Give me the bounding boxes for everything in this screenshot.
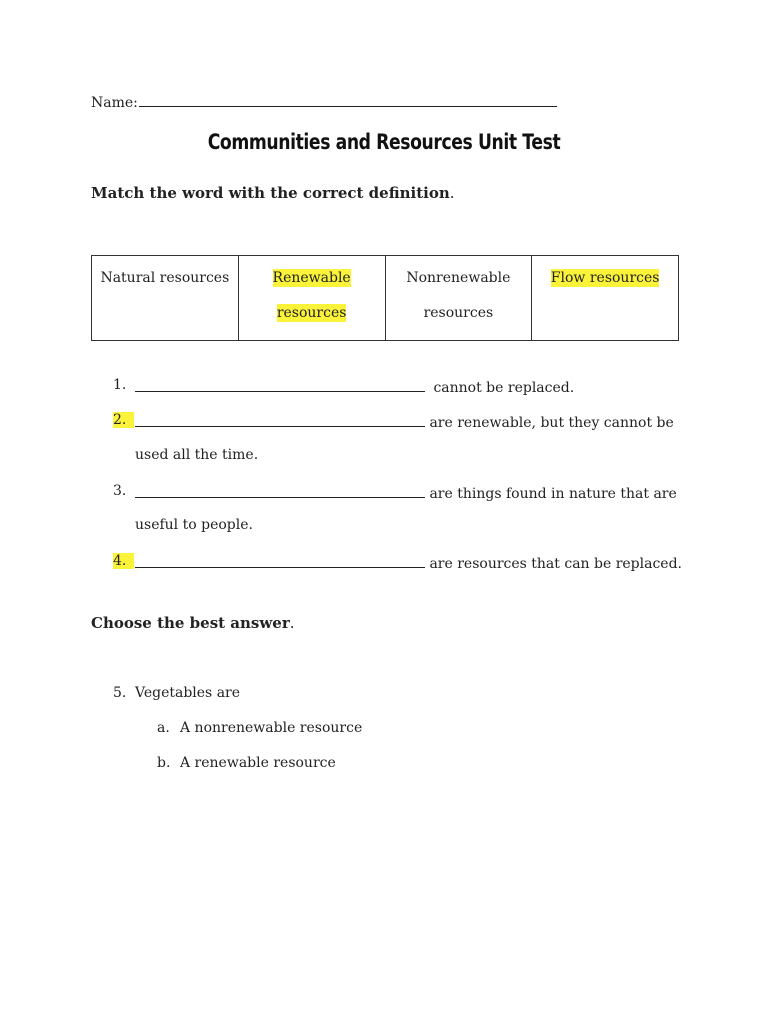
answer-blank[interactable] (135, 483, 425, 498)
option-a[interactable]: A nonrenewable resource (180, 720, 363, 736)
mc-instruction-text: Choose the best answer (91, 614, 290, 632)
question-text: are renewable, but they cannot be (429, 415, 674, 431)
matching-instruction (91, 184, 455, 202)
question-number: 2. (113, 412, 134, 428)
name-field-row (91, 92, 557, 111)
question-3-line (135, 483, 677, 502)
question-3 (113, 483, 126, 499)
answer-blank[interactable] (135, 412, 425, 427)
question-text: are things found in nature that are (429, 486, 677, 502)
question-2-line (135, 412, 674, 431)
word-bank-term: Natural resources (100, 270, 230, 286)
word-bank-cell-natural (92, 256, 239, 341)
word-bank-term: resources (423, 305, 494, 321)
question-continuation: used all the time. (135, 447, 259, 463)
word-bank-term: Flow resources (550, 270, 660, 286)
question-text: are resources that can be replaced. (429, 556, 683, 572)
question-1 (113, 377, 126, 393)
matching-instruction-text: Match the word with the correct definition (91, 184, 450, 202)
answer-blank[interactable] (135, 377, 425, 392)
option-letter-b: b. (157, 755, 171, 771)
question-number: 3. (113, 483, 127, 499)
mc-instruction-period: . (289, 614, 295, 632)
question-1-line (135, 377, 574, 396)
question-text: cannot be replaced. (433, 380, 575, 396)
word-bank-row (92, 256, 679, 341)
word-bank-term: Nonrenewable (406, 270, 511, 286)
question-5-number: 5. (113, 685, 127, 701)
question-4 (113, 553, 134, 569)
word-bank-cell-nonrenewable (385, 256, 532, 341)
word-bank-table (91, 255, 679, 341)
name-label: Name: (91, 95, 138, 111)
question-number: 4. (113, 553, 134, 569)
answer-blank[interactable] (135, 553, 425, 568)
question-2 (113, 412, 134, 428)
word-bank-cell-renewable (238, 256, 385, 341)
name-blank-line[interactable] (139, 92, 557, 107)
option-letter-a: a. (157, 720, 170, 736)
word-bank-term: Renewable (272, 270, 351, 286)
question-continuation: useful to people. (135, 517, 253, 533)
matching-instruction-period: . (449, 184, 455, 202)
option-b[interactable]: A renewable resource (180, 755, 336, 771)
multiple-choice-instruction (91, 614, 295, 632)
word-bank-cell-flow (532, 256, 679, 341)
page-title: Communities and Resources Unit Test (207, 130, 561, 154)
question-4-line (135, 553, 682, 572)
word-bank-term: resources (276, 305, 347, 321)
question-number: 1. (113, 377, 127, 393)
question-5-text: Vegetables are (135, 685, 241, 701)
